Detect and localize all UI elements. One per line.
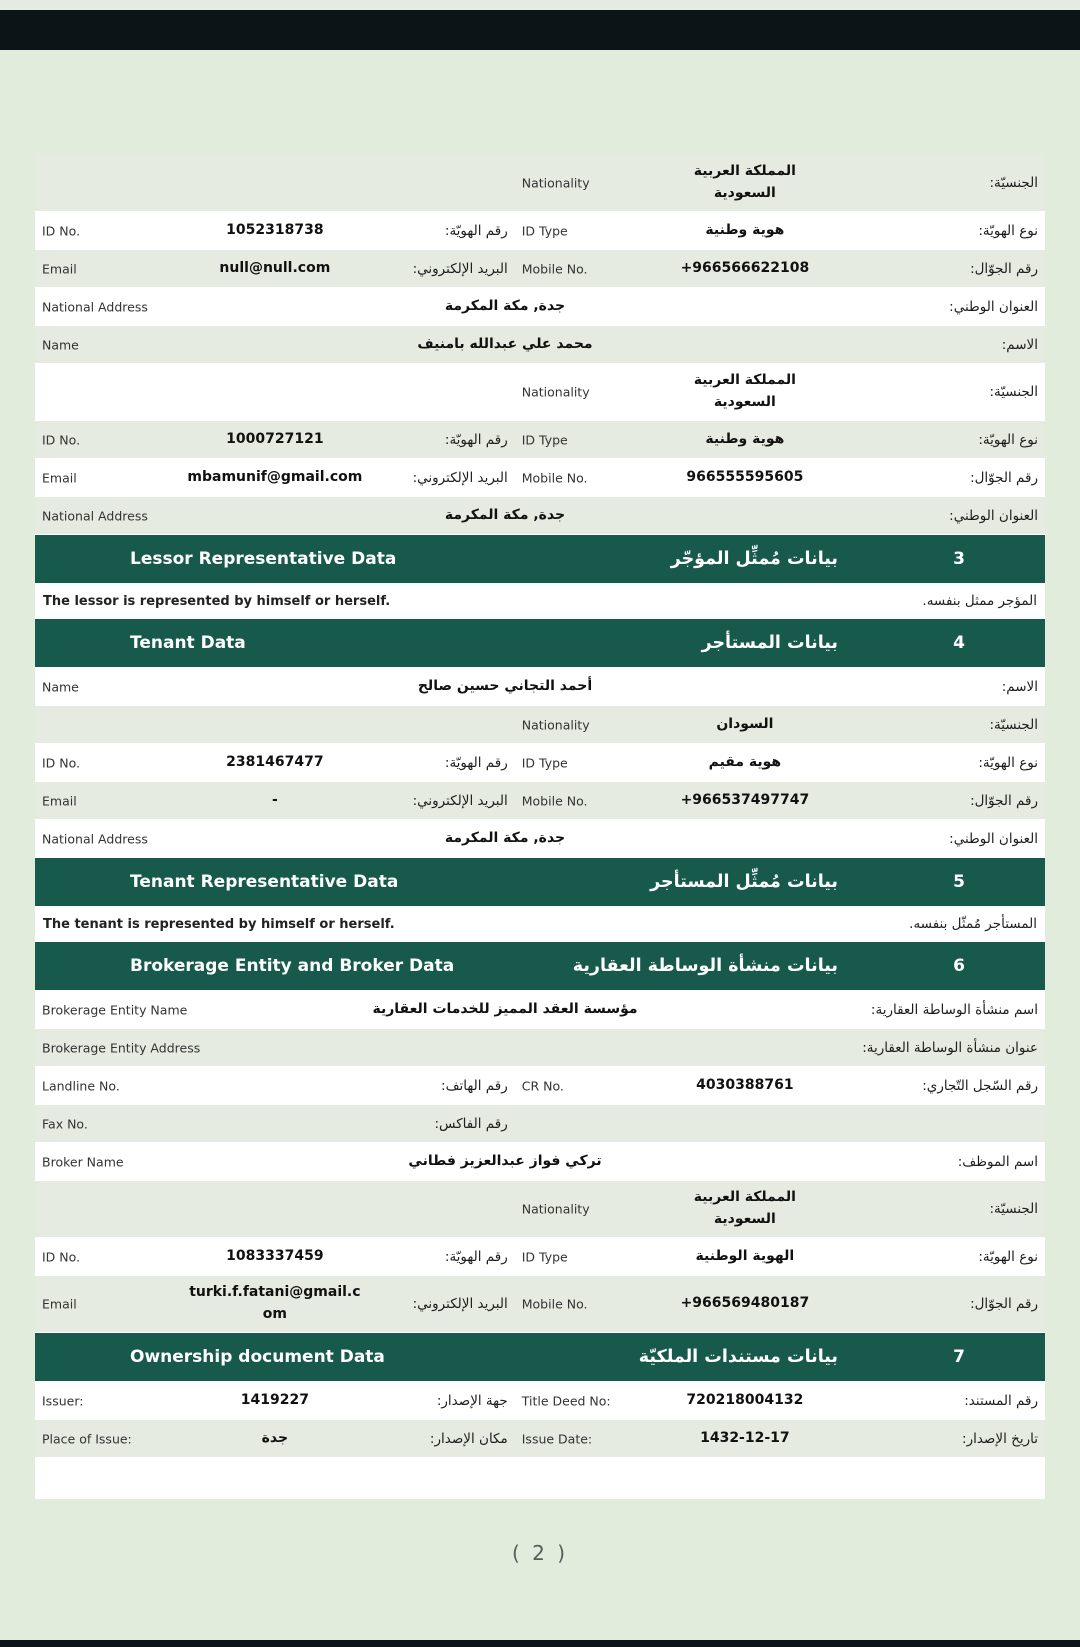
id-type-label-ar: نوع الهويّة: [978, 431, 1038, 448]
name-label-ar: الاسم: [1001, 678, 1038, 695]
title-deed-label-ar: رقم المستند: [964, 1392, 1038, 1409]
email-label-en: Email [42, 1296, 77, 1312]
table-row-tenant-name [35, 668, 1045, 706]
nationality-label-en: Nationality [521, 384, 590, 400]
issue-date-value: 1432-12-17 [700, 1429, 790, 1446]
mobile-label-en: Mobile No. [521, 793, 588, 808]
nationality-label-ar: الجنسيّة: [989, 384, 1038, 400]
email-cell [35, 1276, 515, 1332]
id-type-label-en: ID Type [521, 755, 568, 770]
section-number: 5 [953, 872, 965, 892]
email-value: - [271, 791, 278, 808]
issuer-cell [35, 1382, 515, 1419]
id-type-value: هوية وطنية [705, 221, 785, 238]
national-address-value: جدة, مكة المكرمة [444, 297, 566, 314]
id-type-label-ar: نوع الهويّة: [978, 222, 1038, 239]
national-address-cell [35, 288, 1045, 325]
entity-name-label-en: Brokerage Entity Name [42, 1002, 188, 1017]
nationality-label-ar: الجنسيّة: [989, 1201, 1038, 1217]
section-title-ar: بيانات مستندات الملكيّة [638, 1347, 838, 1367]
nationality-value: المملكة العربية السعودية [693, 1189, 796, 1227]
note-ar: المستأجر مُمثّل بنفسه. [909, 916, 1037, 932]
note-en: The lessor is represented by himself or herself. [43, 593, 391, 609]
id-no-value: 2381467477 [226, 753, 324, 770]
empty-cell [35, 706, 515, 743]
broker-name-label-ar: اسم الموظف: [957, 1153, 1038, 1170]
nationality-cell [515, 706, 1045, 743]
entity-address-label-ar: عنوان منشأة الوساطة العقارية: [862, 1039, 1038, 1056]
email-label-ar: البريد الإلكتروني: [412, 469, 508, 486]
national-address-label-en: National Address [42, 508, 148, 523]
issuer-label-en: Issuer: [42, 1393, 84, 1408]
id-no-label-ar: رقم الهويّة: [444, 222, 508, 239]
fax-label-ar: رقم الفاكس: [434, 1115, 508, 1132]
national-address-label-ar: العنوان الوطني: [949, 830, 1038, 847]
section-header-ownership [35, 1333, 1045, 1382]
id-type-value: هوية وطنية [705, 430, 785, 447]
cr-no-cell [515, 1067, 1045, 1104]
national-address-value: جدة, مكة المكرمة [444, 506, 566, 523]
mobile-cell [515, 250, 1045, 287]
empty-cell [515, 1105, 1045, 1142]
name-value: أحمد التجاني حسين صالح [417, 677, 593, 694]
table-row-brokerage-landline-cr [35, 1067, 1045, 1105]
issue-date-cell [515, 1420, 1045, 1457]
email-label-en: Email [42, 261, 77, 276]
mobile-cell [515, 782, 1045, 819]
mobile-value: +966569480187 [680, 1295, 810, 1312]
place-of-issue-value: جدة [261, 1429, 289, 1446]
id-no-cell [35, 744, 515, 781]
national-address-label-en: National Address [42, 299, 148, 314]
id-type-label-en: ID Type [521, 1249, 568, 1264]
id-no-label-en: ID No. [42, 432, 81, 447]
id-no-label-en: ID No. [42, 223, 81, 238]
id-type-label-en: ID Type [521, 223, 568, 238]
table-row-tenant-nationality [35, 706, 1045, 744]
note-en: The tenant is represented by himself or herself. [43, 916, 395, 932]
landline-label-en: Landline No. [42, 1078, 120, 1093]
id-no-cell [35, 1238, 515, 1275]
email-value: null@null.com [219, 259, 331, 276]
contract-sheet [35, 155, 1045, 1499]
nationality-label-en: Nationality [521, 175, 590, 191]
section-title-en: Ownership document Data [130, 1347, 385, 1367]
id-type-cell [515, 212, 1045, 249]
name-label-en: Name [42, 337, 79, 352]
nationality-label-ar: الجنسيّة: [989, 716, 1038, 733]
id-type-cell [515, 744, 1045, 781]
section-header-tenant-representative [35, 858, 1045, 907]
issuer-label-ar: جهة الإصدار: [436, 1392, 508, 1409]
table-row-lessor2-id [35, 421, 1045, 459]
id-type-value: الهوية الوطنية [695, 1247, 795, 1264]
empty-cell [35, 364, 515, 420]
table-row-empty [35, 1458, 1045, 1499]
mobile-label-ar: رقم الجوّال: [970, 1296, 1038, 1312]
id-no-label-ar: رقم الهويّة: [444, 431, 508, 448]
section-header-lessor-representative [35, 535, 1045, 584]
mobile-label-en: Mobile No. [521, 261, 588, 276]
cr-no-label-ar: رقم السّجل التّجاري: [922, 1077, 1038, 1094]
landline-label-ar: رقم الهاتف: [441, 1077, 508, 1094]
page-number: ( 2 ) [511, 1541, 569, 1565]
email-cell [35, 459, 515, 496]
email-cell [35, 782, 515, 819]
mobile-value: +966537497747 [680, 791, 810, 808]
table-row-ownership-issuer [35, 1382, 1045, 1420]
table-row-tenant-contact [35, 782, 1045, 820]
broker-name-cell [35, 1143, 1045, 1180]
section-header-brokerage [35, 942, 1045, 991]
id-no-label-ar: رقم الهويّة: [444, 1248, 508, 1265]
table-row-brokerage-entity-address [35, 1029, 1045, 1067]
id-type-cell [515, 1238, 1045, 1275]
table-row-broker-name [35, 1143, 1045, 1181]
place-of-issue-cell [35, 1420, 515, 1457]
table-row-brokerage-entity-name [35, 991, 1045, 1029]
name-label-ar: الاسم: [1001, 336, 1038, 353]
section-title-en: Tenant Data [130, 633, 246, 653]
nationality-cell [515, 1181, 1045, 1237]
id-no-cell [35, 212, 515, 249]
mobile-value: +966566622108 [680, 259, 810, 276]
table-row-lessor1-contact [35, 250, 1045, 288]
email-label-ar: البريد الإلكتروني: [412, 792, 508, 809]
place-of-issue-label-en: Place of Issue: [42, 1431, 132, 1446]
email-label-en: Email [42, 470, 77, 485]
table-row-lessor1-nationality [35, 155, 1045, 212]
email-cell [35, 250, 515, 287]
nationality-label-ar: الجنسيّة: [989, 175, 1038, 191]
id-no-label-ar: رقم الهويّة: [444, 754, 508, 771]
top-strip [0, 0, 1080, 10]
nationality-value: المملكة العربية السعودية [693, 372, 796, 410]
email-value: mbamunif@gmail.com [187, 468, 363, 485]
table-row-lessor2-name [35, 326, 1045, 364]
nationality-cell [515, 155, 1045, 211]
place-of-issue-label-ar: مكان الإصدار: [429, 1430, 508, 1447]
email-label-ar: البريد الإلكتروني: [412, 260, 508, 277]
note-ar: المؤجر ممثل بنفسه. [922, 593, 1037, 609]
section-number: 6 [953, 956, 965, 976]
title-deed-value: 720218004132 [686, 1391, 804, 1408]
table-row-lessor1-address [35, 288, 1045, 326]
nationality-value: السودان [716, 715, 774, 732]
section-title-en: Tenant Representative Data [130, 872, 399, 892]
id-no-cell [35, 421, 515, 458]
table-row-tenant-address [35, 820, 1045, 858]
issue-date-label-en: Issue Date: [521, 1431, 593, 1446]
broker-name-value: تركي فواز عبدالعزيز فطاني [408, 1152, 602, 1169]
national-address-value: جدة, مكة المكرمة [444, 829, 566, 846]
section-title-ar: بيانات المستأجر [701, 633, 838, 653]
id-no-label-en: ID No. [42, 755, 81, 770]
table-row-lessor1-id [35, 212, 1045, 250]
table-row-lessor2-nationality [35, 364, 1045, 421]
landline-cell [35, 1067, 515, 1104]
issue-date-label-ar: تاريخ الإصدار: [962, 1430, 1038, 1447]
mobile-label-ar: رقم الجوّال: [970, 469, 1038, 486]
nationality-label-en: Nationality [521, 1201, 590, 1217]
national-address-cell [35, 820, 1045, 857]
section-title-ar: بيانات مُمثِّل المستأجر [650, 872, 838, 892]
id-no-value: 1052318738 [226, 221, 324, 238]
broker-name-label-en: Broker Name [42, 1154, 124, 1169]
top-bar [0, 10, 1080, 50]
email-value: turki.f.fatani@gmail.com [189, 1284, 361, 1322]
section-number: 7 [953, 1347, 965, 1367]
entity-name-cell [35, 991, 1045, 1028]
national-address-label-ar: العنوان الوطني: [949, 298, 1038, 315]
entity-address-label-en: Brokerage Entity Address [42, 1040, 201, 1055]
table-row-lessor2-contact [35, 459, 1045, 497]
id-type-cell [515, 421, 1045, 458]
mobile-cell [515, 459, 1045, 496]
bottom-bar [0, 1640, 1080, 1647]
email-label-en: Email [42, 793, 77, 808]
id-type-label-ar: نوع الهويّة: [978, 1248, 1038, 1265]
section-title-ar: بيانات مُمثِّل المؤجّر [670, 549, 838, 569]
name-value: محمد علي عبدالله بامنيف [417, 335, 593, 352]
table-row-ownership-issue [35, 1420, 1045, 1458]
empty-cell [35, 155, 515, 211]
table-row-tenant-id [35, 744, 1045, 782]
national-address-cell [35, 497, 1045, 534]
title-deed-cell [515, 1382, 1045, 1419]
tenant-representative-note [35, 907, 1045, 942]
nationality-cell [515, 364, 1045, 420]
entity-address-cell [35, 1029, 1045, 1066]
id-type-label-ar: نوع الهويّة: [978, 754, 1038, 771]
name-cell [35, 668, 1045, 705]
fax-label-en: Fax No. [42, 1116, 88, 1131]
mobile-label-ar: رقم الجوّال: [970, 260, 1038, 277]
title-deed-label-en: Title Deed No: [521, 1393, 611, 1408]
id-no-label-en: ID No. [42, 1249, 81, 1264]
national-address-label-en: National Address [42, 831, 148, 846]
section-number: 3 [953, 549, 965, 569]
id-type-value: هوية مقيم [708, 753, 782, 770]
table-row-broker-id [35, 1238, 1045, 1276]
table-row-broker-nationality [35, 1181, 1045, 1238]
cr-no-value: 4030388761 [696, 1076, 794, 1093]
name-label-en: Name [42, 679, 79, 694]
mobile-cell [515, 1276, 1045, 1332]
section-header-tenant [35, 619, 1045, 668]
email-label-ar: البريد الإلكتروني: [412, 1296, 508, 1312]
id-no-value: 1083337459 [226, 1247, 324, 1264]
section-title-ar: بيانات منشأة الوساطة العقارية [572, 956, 838, 976]
entity-name-value: مؤسسة العقد المميز للخدمات العقارية [372, 1000, 638, 1017]
section-title-en: Lessor Representative Data [130, 549, 397, 569]
nationality-label-en: Nationality [521, 717, 590, 732]
name-cell [35, 326, 1045, 363]
id-type-label-en: ID Type [521, 432, 568, 447]
empty-cell [35, 1181, 515, 1237]
issuer-value: 1419227 [240, 1391, 309, 1408]
national-address-label-ar: العنوان الوطني: [949, 507, 1038, 524]
nationality-value: المملكة العربية السعودية [693, 163, 796, 201]
mobile-label-en: Mobile No. [521, 470, 588, 485]
table-row-lessor2-address [35, 497, 1045, 535]
id-no-value: 1000727121 [226, 430, 324, 447]
mobile-label-en: Mobile No. [521, 1296, 588, 1312]
lessor-representative-note [35, 584, 1045, 619]
table-row-brokerage-fax [35, 1105, 1045, 1143]
mobile-value: 966555595605 [686, 468, 804, 485]
cr-no-label-en: CR No. [521, 1078, 564, 1093]
mobile-label-ar: رقم الجوّال: [970, 792, 1038, 809]
entity-name-label-ar: اسم منشأة الوساطة العقارية: [870, 1001, 1038, 1018]
section-title-en: Brokerage Entity and Broker Data [130, 956, 455, 976]
section-number: 4 [953, 633, 965, 653]
table-row-broker-contact [35, 1276, 1045, 1333]
fax-cell [35, 1105, 515, 1142]
